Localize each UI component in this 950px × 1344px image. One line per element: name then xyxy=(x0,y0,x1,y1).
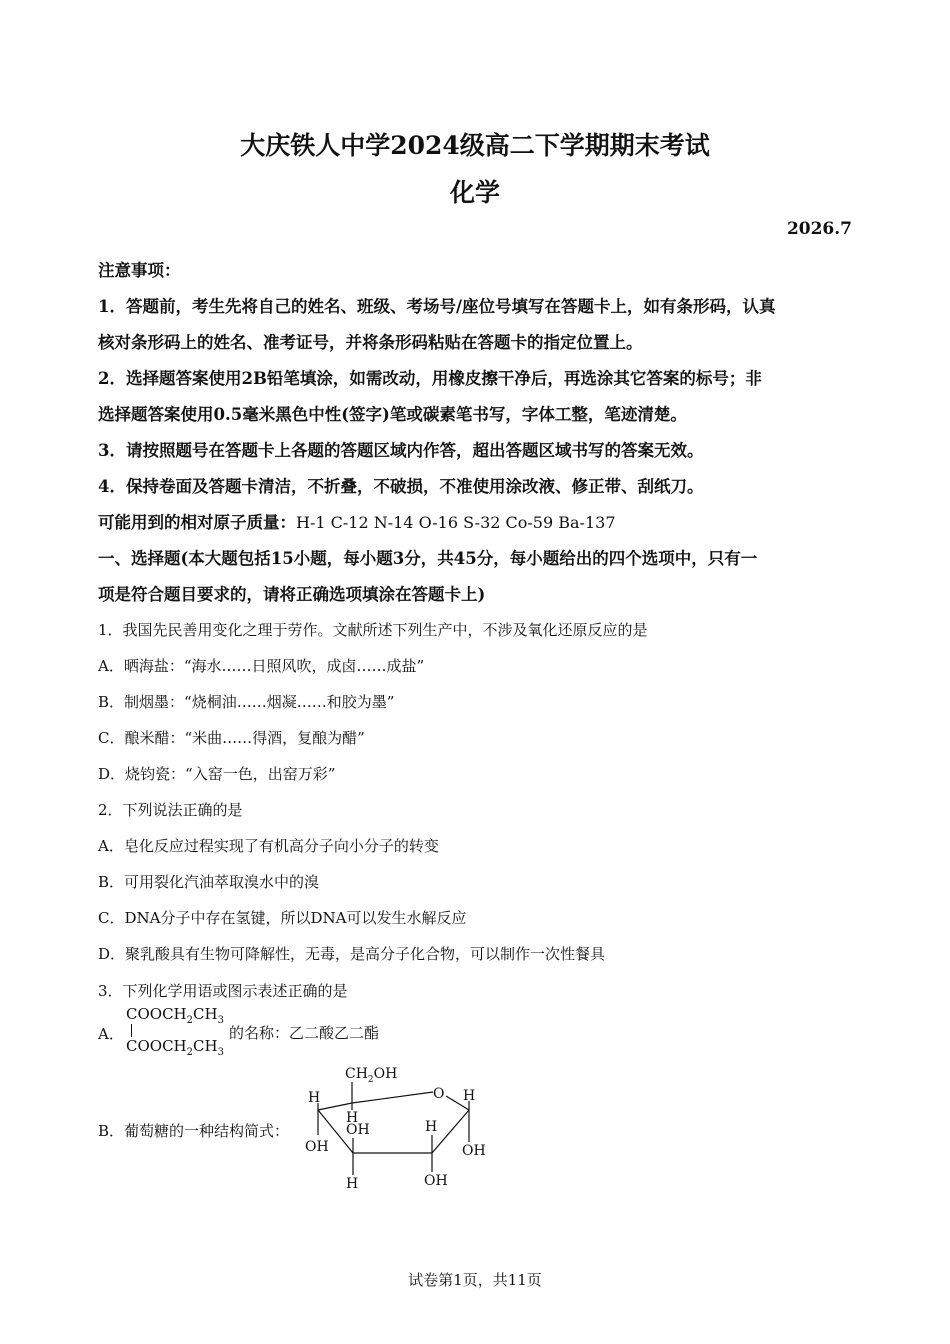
glucose-ring-structure xyxy=(300,1058,500,1193)
question-1-option-d: D．烧钧瓷：“入窑一色，出窑万彩” xyxy=(98,765,336,783)
c3-h-label: H xyxy=(346,1176,359,1192)
question-1-option-b: B．制烟墨：“烧桐油……烟凝……和胶为墨” xyxy=(98,693,395,711)
ring-oxygen-label: O xyxy=(433,1086,445,1102)
c3-oh-label: OH xyxy=(346,1122,370,1138)
notice-line-4: 4．保持卷面及答题卡清洁，不折叠，不破损，不准使用涂改液、修正带、刮纸刀。 xyxy=(98,477,704,496)
notice-line-2b: 选择题答案使用0.5毫米黑色中性(签字)笔或碳素笔书写，字体工整，笔迹清楚。 xyxy=(98,405,687,424)
formula-top: $COOCH_2CH_3$ xyxy=(126,1005,224,1026)
c4-oh-label: OH xyxy=(305,1139,329,1155)
formula-bottom: $COOCH_2CH_3$ xyxy=(126,1037,224,1058)
question-3-stem: 3．下列化学用语或图示表述正确的是 xyxy=(98,982,348,1000)
notice-line-2a: 2．选择题答案使用2B铅笔填涂，如需改动，用橡皮擦干净后，再选涂其它答案的标号；非 xyxy=(98,369,762,388)
notice-line-1a: 1．答题前，考生先将自己的姓名、班级、考场号/座位号填写在答题卡上，如有条形码，认真 xyxy=(98,297,776,316)
c4-h-label: H xyxy=(308,1090,321,1106)
question-3-option-b-label: B．葡萄糖的一种结构简式： xyxy=(98,1122,290,1140)
ch2oh-label: $CH_2OH$ xyxy=(345,1066,398,1085)
c1-h-label: H xyxy=(463,1088,476,1104)
question-2-stem: 2．下列说法正确的是 xyxy=(98,801,243,819)
question-2-option-b: B．可用裂化汽油萃取溴水中的溴 xyxy=(98,873,320,891)
notice-line-1b: 核对条形码上的姓名、准考证号，并将条形码粘贴在答题卡的指定位置上。 xyxy=(98,333,643,352)
page-footer: 试卷第1页，共11页 xyxy=(408,1271,542,1289)
c2-h-label: H xyxy=(425,1119,438,1135)
question-1-option-a: A．晒海盐：“海水……日照风吹，成卤……成盐” xyxy=(98,657,425,675)
section-heading-b: 项是符合题目要求的，请将正确选项填涂在答题卡上) xyxy=(98,585,486,604)
subject-title: 化学 xyxy=(449,178,500,207)
question-1-option-c: C．酿米醋：“米曲……得酒，复酿为醋” xyxy=(98,729,365,747)
question-3-option-a-text: 的名称：乙二酸乙二酯 xyxy=(229,1024,380,1042)
c5-h-label: H xyxy=(346,1110,359,1126)
notice-heading: 注意事项： xyxy=(98,261,181,280)
c1-oh-label: OH xyxy=(462,1143,486,1159)
atomic-masses-label: 可能用到的相对原子质量： xyxy=(98,513,296,532)
atomic-masses-values: H-1 C-12 N-14 O-16 S-32 Co-59 Ba-137 xyxy=(296,513,616,532)
notice-line-3: 3．请按照题号在答题卡上各题的答题区域内作答，超出答题区域书写的答案无效。 xyxy=(98,441,704,460)
exam-date: 2026.7 xyxy=(786,219,852,239)
question-2-option-a: A．皂化反应过程实现了有机高分子向小分子的转变 xyxy=(98,837,439,855)
atomic-masses xyxy=(98,509,616,533)
question-2-option-d: D．聚乳酸具有生物可降解性，无毒，是高分子化合物，可以制作一次性餐具 xyxy=(98,945,606,963)
question-3-option-a-label: A． xyxy=(98,1025,124,1043)
formula-bond xyxy=(131,1024,132,1037)
c2-oh-label: OH xyxy=(424,1173,448,1189)
section-heading-a: 一、选择题(本大题包括15小题，每小题3分，共45分，每小题给出的四个选项中，只有一 xyxy=(98,549,758,568)
exam-title: 大庆铁人中学2024级高二下学期期末考试 xyxy=(240,131,710,160)
question-2-option-c: C．DNA分子中存在氢键，所以DNA可以发生水解反应 xyxy=(98,909,467,927)
question-1-stem: 1．我国先民善用变化之理于劳作。文献所述下列生产中，不涉及氧化还原反应的是 xyxy=(98,621,648,639)
